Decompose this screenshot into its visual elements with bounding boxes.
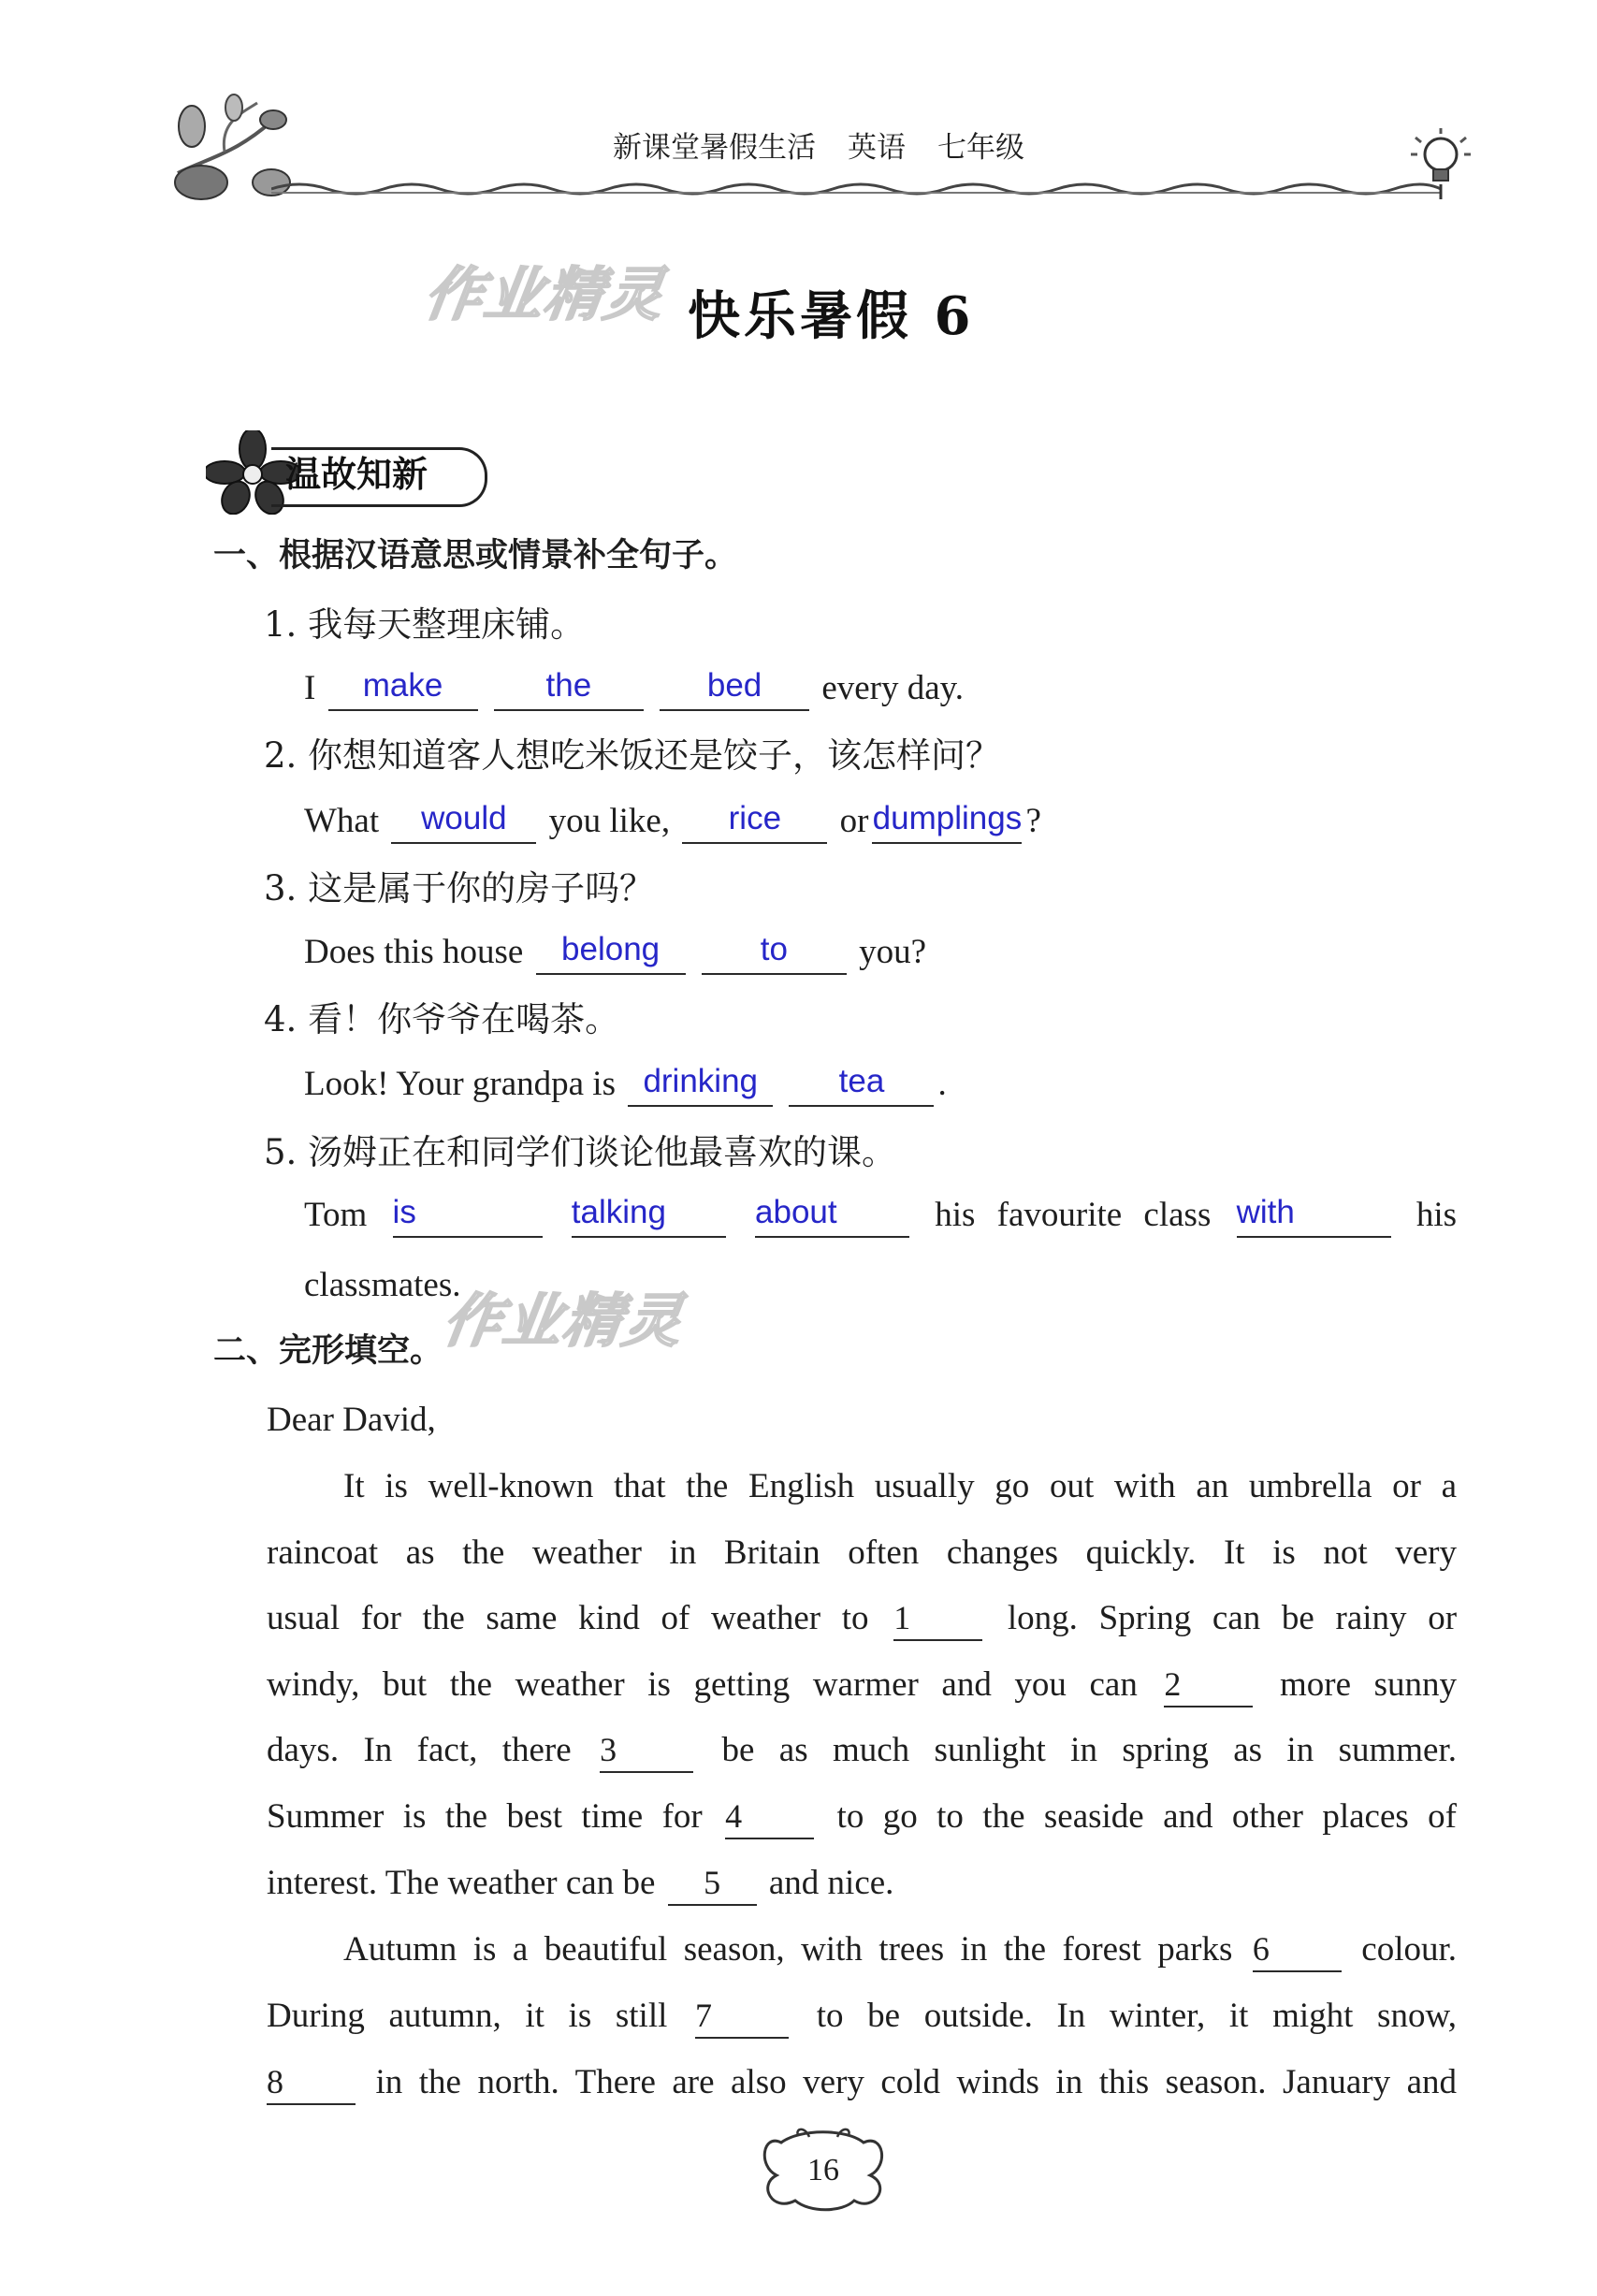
q2-end: ? [1025, 802, 1041, 840]
cloze-text: Autumn is a beautiful season, with trees in the forest parks [343, 1930, 1233, 1969]
letter-greeting: Dear David, [267, 1401, 436, 1439]
cloze-line-6 [267, 1795, 1457, 1839]
cloze-blank-6[interactable] [1253, 1929, 1342, 1972]
cloze-line-4 [267, 1663, 1457, 1707]
q2-blank-3[interactable] [872, 801, 1022, 844]
cloze-text: more sunny [1279, 1665, 1457, 1704]
cloze-text: to be outside. In winter, it might snow, [816, 1997, 1458, 2035]
q5-blank-4[interactable] [1237, 1195, 1391, 1238]
q4-chinese: 4. 看！你爷爷在喝茶。 [264, 999, 620, 1039]
q5-line2: classmates. [304, 1266, 461, 1304]
q5-blank-2[interactable] [572, 1195, 726, 1238]
header-title [613, 129, 1024, 167]
q2-sentence [304, 799, 1041, 844]
q3-chinese: 3. 这是属于你的房子吗？ [264, 868, 655, 908]
q5-blank-1[interactable] [393, 1195, 543, 1238]
q4-post: . [937, 1065, 947, 1103]
cloze-blank-4[interactable] [725, 1796, 814, 1839]
q3-answer-1: belong [561, 931, 661, 967]
q5-answer-3: about [755, 1194, 837, 1230]
q1-blank-2[interactable] [494, 668, 644, 711]
blank-number: 6 [1252, 1930, 1270, 1968]
q1-chinese: 1. 我每天整理床铺。 [264, 604, 586, 645]
q2-pre: What [304, 802, 380, 840]
q3-answer-2: to [760, 931, 788, 967]
q4-answer-1: drinking [643, 1063, 759, 1099]
q4-blank-1[interactable] [628, 1064, 773, 1107]
q2-answer-1: would [421, 800, 507, 836]
q5-sentence [304, 1193, 1457, 1238]
cloze-blank-1[interactable] [893, 1598, 982, 1641]
cloze-text: usual for the same kind of weather to [267, 1599, 869, 1637]
cloze-text: colour. [1361, 1930, 1458, 1969]
q5-blank-3[interactable] [755, 1195, 909, 1238]
cloze-blank-7[interactable] [695, 1996, 789, 2039]
q4-sentence [304, 1062, 947, 1107]
q3-pre: Does this house [304, 933, 524, 971]
subject-label: 英语 [848, 131, 906, 165]
grade-label: 七年级 [937, 131, 1024, 165]
cloze-text: Summer is the best time for [267, 1797, 703, 1836]
q5-chinese: 5. 汤姆正在和同学们谈论他最喜欢的课。 [264, 1132, 897, 1172]
q1-pre: I [304, 669, 316, 707]
cloze-text: It is well-known that the English usually go out with an umbrella or a [343, 1467, 1457, 1505]
cloze-text: During autumn, it is still [267, 1997, 668, 2035]
q2-blank-2[interactable] [682, 801, 827, 844]
q1-blank-1[interactable] [328, 668, 478, 711]
q2-answer-2: rice [728, 800, 782, 836]
cloze-text: and nice. [768, 1864, 894, 1902]
section-badge: 温故知新 [285, 453, 428, 495]
cloze-blank-2[interactable] [1164, 1664, 1253, 1707]
blank-number: 3 [600, 1731, 617, 1768]
q5-answer-2: talking [571, 1194, 666, 1230]
cloze-text: be as much sunlight in spring as in summer. [721, 1731, 1458, 1769]
q4-answer-2: tea [838, 1063, 885, 1099]
q4-blank-2[interactable] [789, 1064, 934, 1107]
cloze-text: in the north. There are also very cold winds in this season. January and [375, 2063, 1458, 2101]
q2-mid2: or [839, 802, 869, 840]
q1-post: every day. [821, 669, 965, 707]
cloze-text: days. In fact, there [267, 1731, 572, 1769]
q3-blank-1[interactable] [536, 932, 686, 975]
cloze-line-8 [343, 1927, 1457, 1972]
q5-mid: his favourite class [935, 1196, 1212, 1234]
cloze-text: to go to the seaside and other places of [836, 1797, 1458, 1836]
cloze-line-1 [343, 1464, 1457, 1509]
q1-sentence [304, 666, 964, 711]
q5-pre: Tom [304, 1196, 368, 1234]
q2-mid1: you like, [548, 802, 671, 840]
cloze-line-5 [267, 1728, 1457, 1773]
cloze-blank-3[interactable] [600, 1730, 693, 1773]
q2-chinese: 2. 你想知道客人想吃米饭还是饺子，该怎样问？ [264, 735, 1001, 776]
q3-sentence [304, 930, 926, 975]
q2-answer-3: dumplings [872, 800, 1023, 836]
watermark-middle: 作业精灵 [439, 1286, 689, 1355]
q1-answer-3: bed [706, 667, 762, 704]
book-title: 新课堂暑假生活 [613, 131, 816, 165]
q1-answer-1: make [362, 667, 443, 704]
q1-answer-2: the [545, 667, 592, 704]
lesson-title: 快乐暑假 6 [688, 285, 975, 347]
header-rule-icon [271, 178, 1441, 200]
q5-post: his [1416, 1196, 1458, 1234]
cloze-line-3 [267, 1596, 1457, 1641]
part1-heading: 一、根据汉语意思或情景补全句子。 [213, 536, 738, 574]
cloze-line-9 [267, 1994, 1457, 2039]
cloze-line-7 [267, 1861, 893, 1906]
q5-answer-1: is [392, 1194, 416, 1230]
part2-heading: 二、完形填空。 [213, 1331, 443, 1370]
q3-post: you? [859, 933, 927, 971]
blank-number: 5 [704, 1864, 721, 1901]
lightbulb-icon [1408, 126, 1474, 201]
blank-number: 7 [695, 1997, 713, 2034]
blank-number: 4 [725, 1797, 743, 1835]
blank-number: 1 [893, 1599, 911, 1636]
q3-blank-2[interactable] [702, 932, 847, 975]
watermark-top: 作业精灵 [420, 260, 670, 328]
cloze-text: interest. The weather can be [267, 1864, 656, 1902]
cloze-blank-8[interactable] [267, 2062, 356, 2105]
blank-number: 2 [1164, 1665, 1182, 1703]
cloze-blank-5[interactable] [668, 1863, 757, 1906]
q4-pre: Look! Your grandpa is [304, 1065, 616, 1103]
cloze-text: raincoat as the weather in Britain often changes quickly. It is not very [267, 1533, 1457, 1572]
cloze-line-10 [267, 2060, 1457, 2105]
cloze-text: long. Spring can be rainy or [1007, 1599, 1458, 1637]
cloze-line-2 [267, 1531, 1457, 1576]
page-number: 16 [807, 2153, 839, 2187]
blank-number: 8 [267, 2063, 283, 2100]
q1-blank-3[interactable] [660, 668, 809, 711]
cloze-text: windy, but the weather is getting warmer and you can [267, 1665, 1138, 1704]
q5-answer-4: with [1236, 1194, 1295, 1230]
q2-blank-1[interactable] [391, 801, 536, 844]
